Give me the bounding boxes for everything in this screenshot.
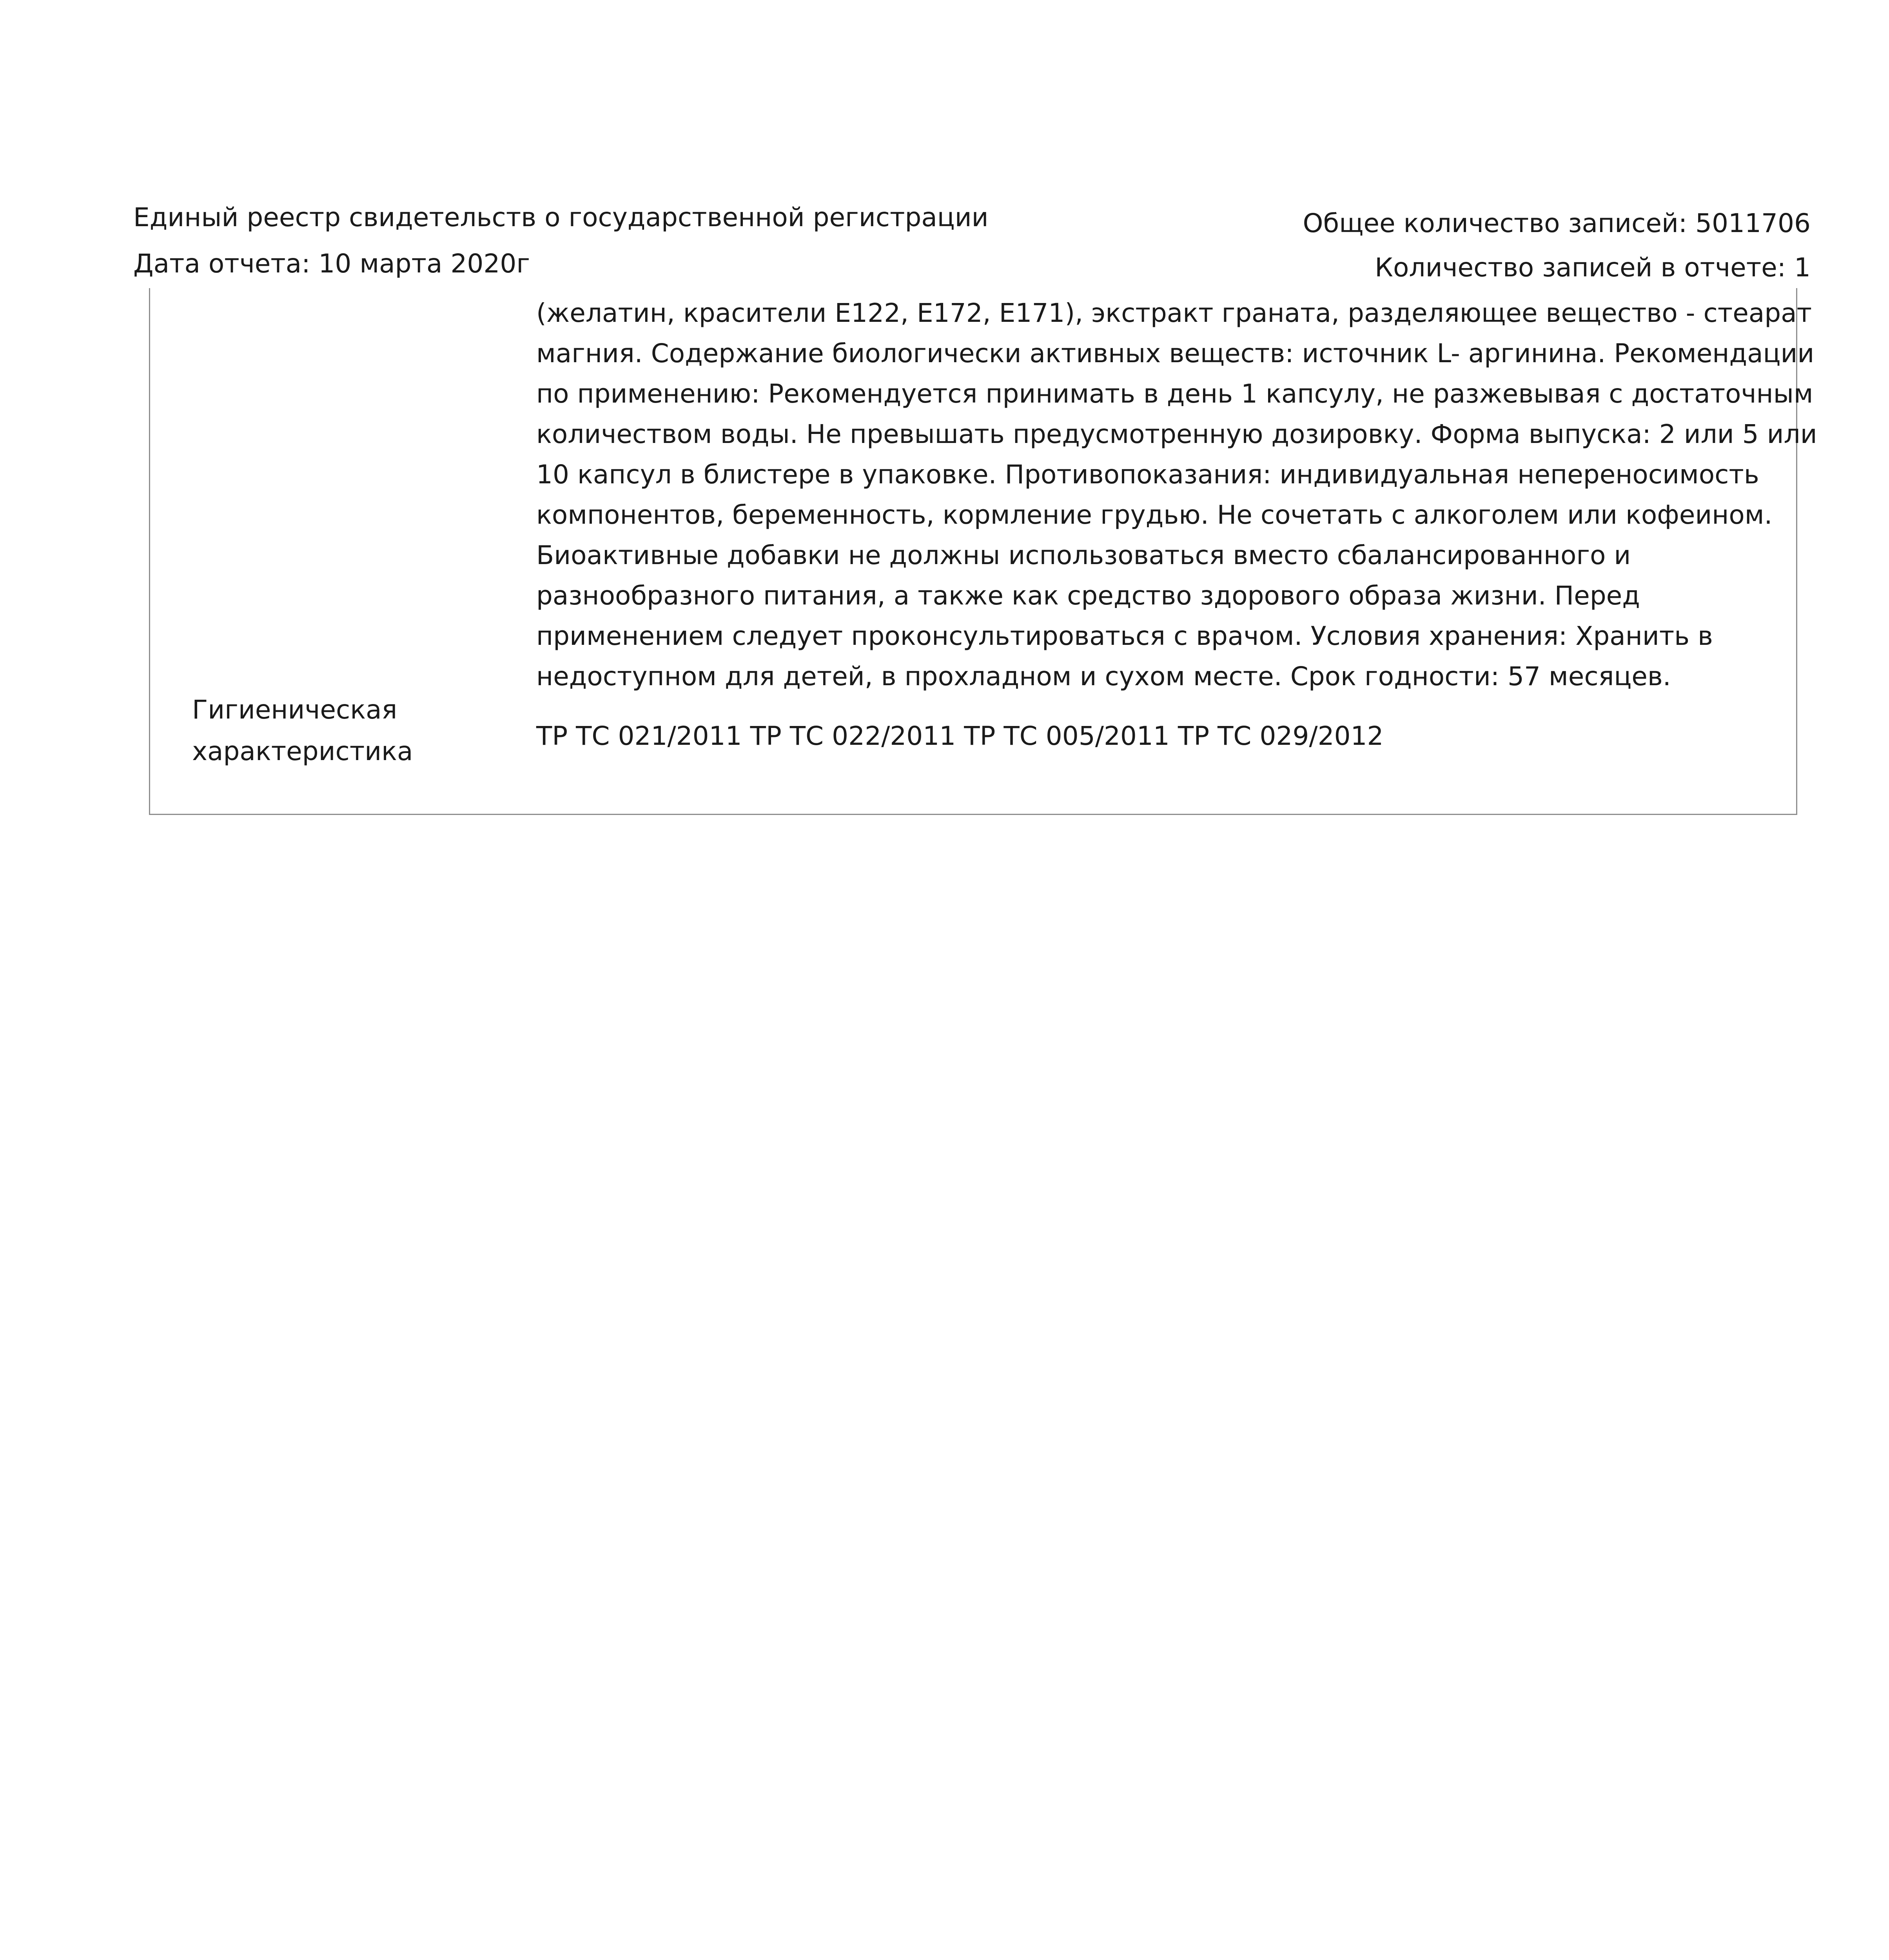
description-line: 10 капсул в блистере в упаковке. Противопоказания: индивидуальная непереносимость xyxy=(536,459,1759,490)
description-line: магния. Содержание биологически активных веществ: источник L- аргинина. Рекомендации xyxy=(536,338,1815,368)
description-line: по применению: Рекомендуется принимать в день 1 капсулу, не разжевывая с достаточным xyxy=(536,379,1813,409)
total-records-count: Общее количество записей: 5011706 xyxy=(1303,208,1811,238)
report-date: Дата отчета: 10 марта 2020г xyxy=(133,249,530,279)
record-description xyxy=(536,293,1820,697)
hygienic-characteristic-label xyxy=(192,689,413,772)
description-line: недоступном для детей, в прохладном и сухом месте. Срок годности: 57 месяцев. xyxy=(536,661,1671,691)
description-line: компонентов, беременность, кормление грудью. Не сочетать с алкоголем или кофеином. xyxy=(536,500,1773,530)
label-line: Гигиеническая xyxy=(192,695,397,725)
records-in-report-count: Количество записей в отчете: 1 xyxy=(1375,252,1811,283)
description-line: Биоактивные добавки не должны использоваться вместо сбалансированного и xyxy=(536,540,1631,570)
description-line: применением следует проконсультироваться с врачом. Условия хранения: Хранить в xyxy=(536,621,1713,651)
description-line: количеством воды. Не превышать предусмотренную дозировку. Форма выпуска: 2 или 5 или xyxy=(536,419,1817,449)
description-line: (желатин, красители Е122, Е172, Е171), экстракт граната, разделяющее вещество - стеарат xyxy=(536,298,1812,328)
hygienic-characteristic-value: ТР ТС 021/2011 ТР ТС 022/2011 ТР ТС 005/2011 ТР ТС 029/2012 xyxy=(536,721,1384,751)
label-line: характеристика xyxy=(192,736,413,766)
description-line: разнообразного питания, а также как средство здорового образа жизни. Перед xyxy=(536,581,1640,611)
registry-title: Единый реестр свидетельств о государственной регистрации xyxy=(133,202,989,232)
